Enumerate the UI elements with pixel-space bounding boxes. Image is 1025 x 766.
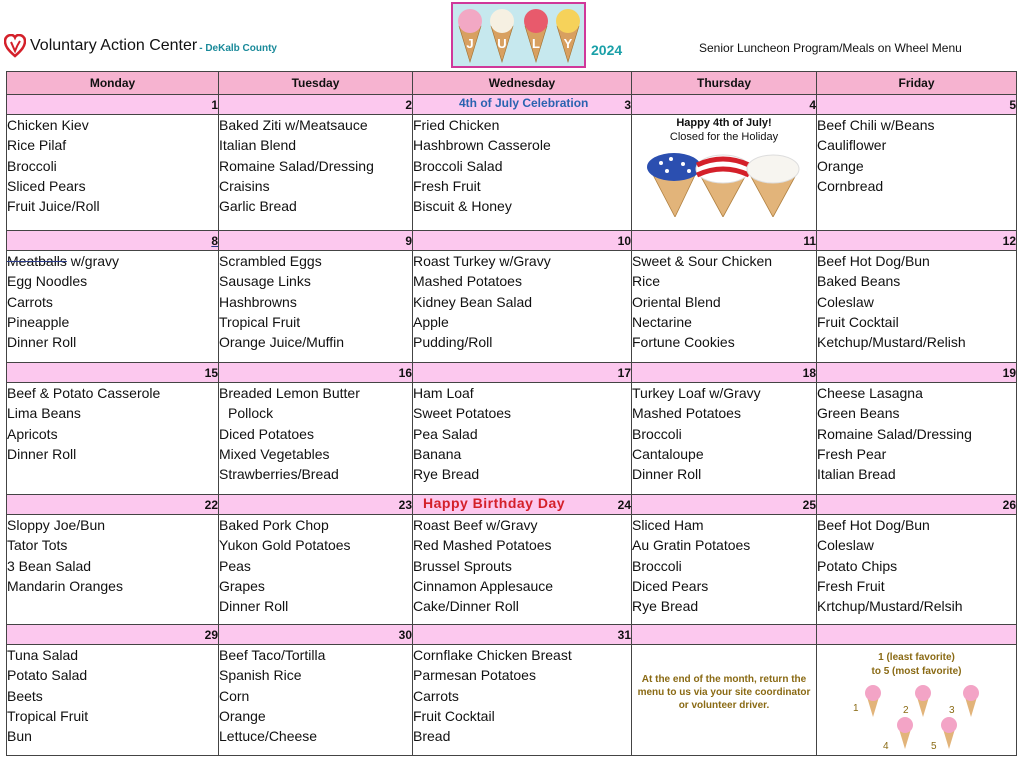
- menu-item: Broccoli: [632, 425, 682, 442]
- menu-item: Strawberries/Bread: [219, 466, 339, 483]
- menu-row-week-3: [7, 383, 1017, 495]
- menu-item: Banana: [413, 445, 462, 462]
- menu-item: Potato Chips: [817, 557, 898, 574]
- menu-item: Coleslaw: [817, 537, 874, 554]
- menu-item: Baked Ziti w/Meatsauce: [219, 117, 368, 133]
- menu-item: Potato Salad: [7, 667, 88, 684]
- menu-item: Tator Tots: [7, 537, 68, 554]
- day-header-row: [7, 72, 1017, 95]
- day-monday: Monday: [7, 72, 219, 95]
- birthday-label: Happy Birthday Day: [423, 495, 566, 511]
- date-cell: 19: [817, 363, 1017, 383]
- menu-row-week-1: [7, 115, 1017, 231]
- rating-number-5: 5: [931, 741, 937, 752]
- menu-item: Cauliflower: [817, 137, 887, 154]
- rating-cone-icon-1: [863, 683, 883, 717]
- rating-key-line2: to 5 (most favorite): [871, 666, 962, 677]
- menu-item: Baked Pork Chop: [219, 517, 329, 533]
- menu-item: Fruit Cocktail: [817, 313, 899, 330]
- menu-row-week-5: [7, 645, 1017, 756]
- menu-item: Nectarine: [632, 313, 692, 330]
- menu-item: Broccoli Salad: [413, 157, 503, 174]
- menu-item: Fresh Fruit: [817, 577, 885, 594]
- july-banner: [451, 2, 586, 68]
- menu-item: Dinner Roll: [632, 466, 702, 483]
- date-cell: [817, 625, 1017, 645]
- menu-item: Tropical Fruit: [219, 313, 301, 330]
- date-cell: 31: [413, 625, 632, 645]
- menu-item: Broccoli: [632, 557, 682, 574]
- rating-number-3: 3: [949, 705, 955, 716]
- org-logo: [4, 34, 277, 58]
- menu-item: Chicken Kiev: [7, 117, 89, 133]
- celebration-label: 4th of July Celebration: [459, 96, 589, 110]
- menu-item: Apricots: [7, 425, 58, 442]
- menu-item: Craisins: [219, 177, 270, 194]
- date-cell: 9: [219, 231, 413, 251]
- date-row-week-5: [7, 625, 1017, 645]
- holiday-title: Happy 4th of July!: [676, 117, 772, 129]
- rating-key-cell: [817, 645, 1017, 756]
- menu-item: Dinner Roll: [7, 334, 77, 351]
- menu-item: Mashed Potatoes: [632, 405, 741, 422]
- menu-cell: [817, 115, 1017, 231]
- menu-item: Rye Bread: [413, 466, 480, 483]
- menu-item: Mixed Vegetables: [219, 445, 330, 462]
- menu-row-week-4: [7, 515, 1017, 625]
- menu-item: Fruit Juice/Roll: [7, 198, 100, 215]
- date-cell: [7, 231, 219, 251]
- menu-item: Fruit Cocktail: [413, 707, 495, 724]
- day-friday: Friday: [817, 72, 1017, 95]
- ice-cream-cones-banner: [453, 4, 584, 66]
- menu-cell: [7, 645, 219, 756]
- menu-item: [7, 251, 218, 271]
- menu-item: Pollock: [228, 405, 274, 422]
- menu-item: Carrots: [7, 293, 53, 310]
- menu-item: Beef Hot Dog/Bun: [817, 517, 930, 533]
- date-number: 3: [624, 97, 631, 112]
- menu-item: Pineapple: [7, 313, 70, 330]
- menu-item: Italian Bread: [817, 466, 896, 483]
- menu-item: Bun: [7, 728, 32, 745]
- menu-item: Diced Pears: [632, 577, 709, 594]
- menu-item: Beets: [7, 687, 43, 704]
- menu-item: Spanish Rice: [219, 667, 302, 684]
- menu-item: Fresh Pear: [817, 445, 887, 462]
- year-label: 2024: [591, 42, 623, 58]
- menu-cell: [817, 383, 1017, 495]
- menu-item: Italian Blend: [219, 137, 297, 154]
- menu-item: Coleslaw: [817, 293, 874, 310]
- rating-cone-icon-4: [895, 715, 915, 749]
- rating-cone-icon-3: [961, 683, 981, 717]
- menu-item: Fortune Cookies: [632, 334, 735, 351]
- menu-cell: [632, 251, 817, 363]
- date-cell: 22: [7, 495, 219, 515]
- menu-item: Orange: [219, 707, 266, 724]
- menu-cell: [632, 383, 817, 495]
- holiday-cell: [632, 115, 817, 231]
- rating-number-2: 2: [903, 705, 909, 716]
- menu-item: Carrots: [413, 687, 459, 704]
- menu-item: Roast Beef w/Gravy: [413, 517, 538, 533]
- menu-cell: [7, 383, 219, 495]
- day-wednesday: Wednesday: [413, 72, 632, 95]
- menu-item: Diced Potatoes: [219, 425, 314, 442]
- rating-number-1: 1: [853, 703, 859, 714]
- date-cell: 11: [632, 231, 817, 251]
- menu-item: Fried Chicken: [413, 117, 500, 133]
- rating-cone-icon-5: [939, 715, 959, 749]
- menu-item: Yukon Gold Potatoes: [219, 537, 351, 554]
- menu-item: Green Beans: [817, 405, 900, 422]
- menu-item: Fresh Fruit: [413, 177, 481, 194]
- menu-item: Beef Taco/Tortilla: [219, 647, 326, 663]
- menu-item: Rice: [632, 273, 661, 290]
- date-cell: 5: [817, 95, 1017, 115]
- date-row-week-3: [7, 363, 1017, 383]
- menu-cell: [413, 115, 632, 231]
- menu-item: Sloppy Joe/Bun: [7, 517, 106, 533]
- date-cell: 26: [817, 495, 1017, 515]
- menu-item: Cheese Lasagna: [817, 385, 923, 401]
- menu-item: Oriental Blend: [632, 293, 721, 310]
- menu-item: Pudding/Roll: [413, 334, 493, 351]
- menu-item: 3 Bean Salad: [7, 557, 92, 574]
- menu-item: Parmesan Potatoes: [413, 667, 536, 684]
- date-cell: 18: [632, 363, 817, 383]
- item-suffix: w/gravy: [66, 253, 120, 269]
- menu-item: Rye Bread: [632, 598, 699, 615]
- menu-item: Tropical Fruit: [7, 707, 89, 724]
- menu-item: Mandarin Oranges: [7, 577, 123, 594]
- date-cell: [632, 625, 817, 645]
- heart-logo-icon: [4, 34, 26, 58]
- date-cell: [413, 495, 632, 515]
- menu-item: Orange: [817, 157, 864, 174]
- menu-item: Beef Chili w/Beans: [817, 117, 935, 133]
- month-letter-1: J: [466, 36, 474, 51]
- menu-item: Orange Juice/Muffin: [219, 334, 345, 351]
- menu-item: Red Mashed Potatoes: [413, 537, 552, 554]
- date-cell: 17: [413, 363, 632, 383]
- menu-item: Garlic Bread: [219, 198, 297, 215]
- date-cell: 29: [7, 625, 219, 645]
- menu-item: Sliced Pears: [7, 177, 86, 194]
- date-row-week-2: [7, 231, 1017, 251]
- menu-item: Rice Pilaf: [7, 137, 67, 154]
- program-title: Senior Luncheon Program/Meals on Wheel Menu: [699, 41, 962, 55]
- menu-cell: [413, 251, 632, 363]
- menu-item: Peas: [219, 557, 251, 574]
- menu-row-week-2: [7, 251, 1017, 363]
- menu-item: Sausage Links: [219, 273, 311, 290]
- menu-cell: [413, 383, 632, 495]
- menu-cell: [219, 251, 413, 363]
- date-cell: 2: [219, 95, 413, 115]
- menu-item: Egg Noodles: [7, 273, 88, 290]
- date-cell: 25: [632, 495, 817, 515]
- menu-item: Au Gratin Potatoes: [632, 537, 751, 554]
- menu-cell: [632, 515, 817, 625]
- menu-item: Cinnamon Applesauce: [413, 577, 554, 594]
- menu-item: Biscuit & Honey: [413, 198, 512, 215]
- menu-cell: [219, 115, 413, 231]
- menu-item: Broccoli: [7, 157, 57, 174]
- date-row-week-4: [7, 495, 1017, 515]
- menu-item: Sliced Ham: [632, 517, 704, 533]
- date-cell: 16: [219, 363, 413, 383]
- menu-cell: [413, 645, 632, 756]
- menu-item: Hashbrown Casserole: [413, 137, 551, 154]
- date-number: 8: [211, 233, 218, 248]
- rating-cone-icon-2: [913, 683, 933, 717]
- date-cell: 15: [7, 363, 219, 383]
- menu-item: Cantaloupe: [632, 445, 704, 462]
- menu-item: Corn: [219, 687, 250, 704]
- menu-item: Beef Hot Dog/Bun: [817, 253, 930, 269]
- menu-cell: [817, 515, 1017, 625]
- date-number: 24: [617, 497, 631, 512]
- menu-item: Dinner Roll: [7, 445, 77, 462]
- menu-cell: [7, 515, 219, 625]
- menu-item: Scrambled Eggs: [219, 253, 322, 269]
- menu-item: Cake/Dinner Roll: [413, 598, 519, 615]
- menu-cell: [219, 515, 413, 625]
- menu-item: Beef & Potato Casserole: [7, 385, 161, 401]
- menu-item: Cornbread: [817, 177, 884, 194]
- menu-item: Brussel Sprouts: [413, 557, 512, 574]
- org-name: Voluntary Action Center: [30, 37, 198, 54]
- menu-item: Bread: [413, 728, 451, 745]
- return-menu-note: At the end of the month, return the menu to us via your site coordinator or volunteer driver.: [632, 645, 817, 756]
- menu-item: Baked Beans: [817, 273, 901, 290]
- menu-item: Grapes: [219, 577, 265, 594]
- menu-calendar: [6, 71, 1017, 756]
- month-letter-2: U: [497, 36, 507, 51]
- day-tuesday: Tuesday: [219, 72, 413, 95]
- month-letter-4: Y: [563, 36, 573, 51]
- menu-cell: [413, 515, 632, 625]
- menu-item: Turkey Loaf w/Gravy: [632, 385, 761, 401]
- menu-item: Ham Loaf: [413, 385, 474, 401]
- menu-item: Pea Salad: [413, 425, 478, 442]
- menu-cell: [817, 251, 1017, 363]
- day-thursday: Thursday: [632, 72, 817, 95]
- date-cell: 1: [7, 95, 219, 115]
- menu-item: Romaine Salad/Dressing: [817, 425, 972, 442]
- menu-item: Ketchup/Mustard/Relish: [817, 334, 966, 351]
- menu-item: Roast Turkey w/Gravy: [413, 253, 551, 269]
- patriotic-ice-cream-icon: [639, 145, 809, 217]
- menu-item: Cornflake Chicken Breast: [413, 647, 572, 663]
- menu-item: Mashed Potatoes: [413, 273, 522, 290]
- rating-key-line1: 1 (least favorite): [878, 652, 955, 663]
- menu-item: Tuna Salad: [7, 647, 79, 663]
- menu-item: Sweet Potatoes: [413, 405, 512, 422]
- holiday-closed-note: Closed for the Holiday: [669, 131, 779, 143]
- menu-item: Lettuce/Cheese: [219, 728, 318, 745]
- menu-item: Hashbrowns: [219, 293, 297, 310]
- menu-cell: [219, 645, 413, 756]
- org-county: - DeKalb County: [199, 42, 277, 54]
- date-cell: 12: [817, 231, 1017, 251]
- date-cell: 23: [219, 495, 413, 515]
- struck-item: Meatballs: [7, 253, 67, 269]
- date-cell: 30: [219, 625, 413, 645]
- menu-cell: [7, 251, 219, 363]
- date-cell: 10: [413, 231, 632, 251]
- page-header: [0, 0, 1025, 70]
- menu-cell: [7, 115, 219, 231]
- date-row-week-1: [7, 95, 1017, 115]
- menu-item: Apple: [413, 313, 449, 330]
- menu-item: Dinner Roll: [219, 598, 289, 615]
- date-cell: 4: [632, 95, 817, 115]
- month-letter-3: L: [532, 36, 540, 51]
- menu-item: Krtchup/Mustard/Relsih: [817, 598, 963, 615]
- menu-cell: [219, 383, 413, 495]
- menu-item: Kidney Bean Salad: [413, 293, 533, 310]
- menu-item: Breaded Lemon Butter: [219, 385, 360, 401]
- menu-item: Lima Beans: [7, 405, 81, 422]
- menu-item: Sweet & Sour Chicken: [632, 253, 773, 269]
- date-cell: [413, 95, 632, 115]
- menu-item: Romaine Salad/Dressing: [219, 157, 374, 174]
- rating-number-4: 4: [883, 741, 889, 752]
